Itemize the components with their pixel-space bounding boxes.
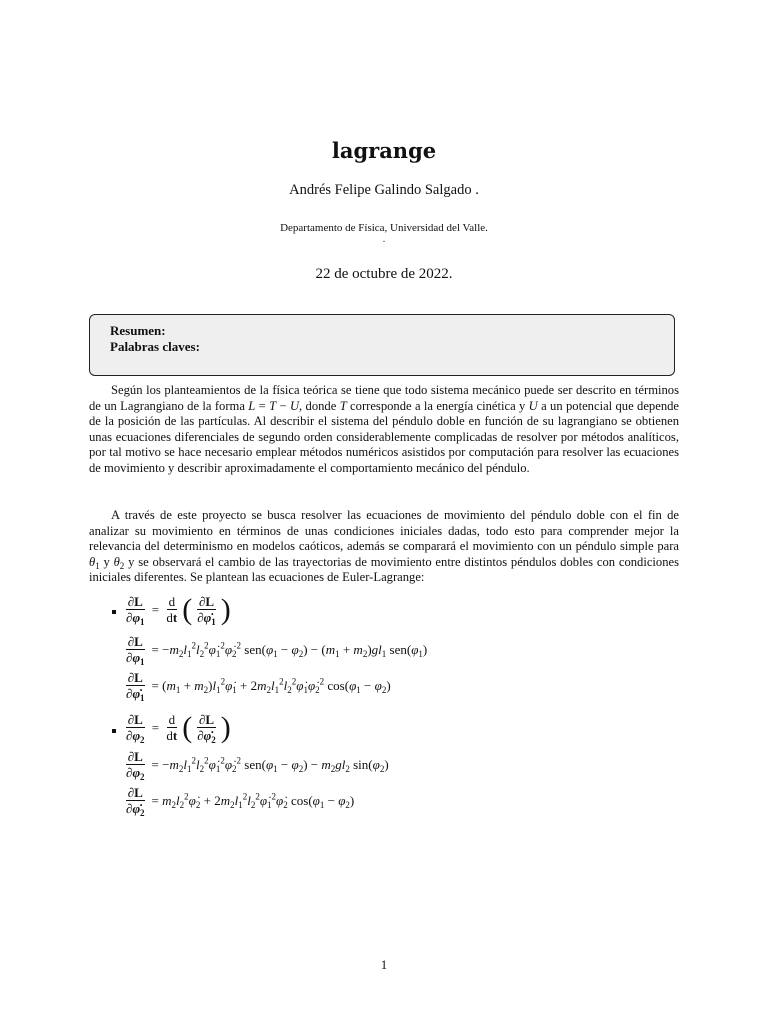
abstract-keywords-label: Palabras claves: [110,339,200,354]
author-line: Andrés Felipe Galindo Salgado . [289,182,479,198]
paragraph-intro [89,383,679,477]
equation-dL-dphidot2: $\frac{\partial L}{\partial\varphi̇_2}$ = $m_2l_2^2\varphi̇_2$ + $2m_2l_1^2l_2^2\varphi̇_1^2\varphi̇_2$ $\cos(\varphi_1 - \varphi_2)$ [126,785,355,818]
p1-text-3: corresponde a la energía cinética y [346,398,529,413]
p1-text-2: , donde [299,398,340,413]
equation-dL-dphidot1: $\frac{\partial L}{\partial\varphi̇_1}$ = ($m_1$ + $m_2)l_1^2\varphi̇_1$ + $2m_2l_1^2l_2^2\varphi̇_1\varphi̇_2^2$ $\cos(\varphi_1 - \varphi_2)$ [126,670,391,703]
p2-text-1: A través de este proyecto se busca resolver las ecuaciones de movimiento del péndulo doble con el fin de analizar su movimiento en términos de unas condiciones iniciales dadas, todo esto para comprender mejor la relevancia del determinismo en modelos caóticos, además se comparará el movimiento con un péndulo simple para [89,508,679,554]
p1-text-4: a un potencial que depende de la posición de las partículas. Al describir el sistema del péndulo doble en función de su lagrangiano se obtienen unas ecuaciones diferenciales de segundo orden considerablemente complicadas de resolver por métodos analíticos, por tal motivo se hace necesario emplear métodos numéricos asistidos por computación para resolver las ecuaciones de movimiento y describir aproximadamente el comportamiento mecánico del péndulo. [89,398,679,475]
inline-math-theta2: $\theta_2$ [113,554,125,571]
paragraph-project [89,508,679,586]
inline-math-theta1: $\theta_1$ [89,554,100,571]
p1-text-1: Según los planteamientos de la física teórica se tiene que todo sistema mecánico puede ser descrito en términos de un Lagrangiano de la forma [89,383,679,413]
affiliation-dot: . [382,234,386,245]
p2-text-3: y se observará el cambio de las trayectorias de movimiento entre distintos péndulos dobles con condiciones iniciales diferentes. Se plantean las ecuaciones de Euler-Lagrange: [89,554,680,585]
p2-text-2: y [99,554,114,569]
list-bullet-1 [112,610,116,614]
equation-dL-dphi1: $\frac{\partial L}{\partial\varphi_1}$ = $-m_2l_1^2l_2^2\varphi̇_1^2\varphi̇_2^2$ $sen(\varphi_1 - \varphi_2) - (m_1 + m_2)gl_1$ $sen(\varphi_1)$ [126,634,428,667]
inline-math-lagrangian: L = T − U [248,398,300,413]
inline-math-T: T [339,398,347,413]
equation-euler-lagrange-1: $\frac{\partial L}{\partial\varphi_1}$ = $\frac{d}{dt}$ ( $\frac{\partial L}{\partial\varphi̇_1}$ ) [126,592,231,627]
paper-title: lagrange [331,138,437,163]
abstract-box [89,314,675,376]
affiliation-line: Departamento de Física, Universidad del Valle. [280,222,488,234]
page-number: 1 [380,957,388,972]
abstract-resumen-label: Resumen: [110,323,166,338]
inline-math-U: U [528,398,538,413]
equation-euler-lagrange-2: $\frac{\partial L}{\partial\varphi_2}$ = $\frac{d}{dt}$ ( $\frac{\partial L}{\partial\varphi̇_2}$ ) [126,710,231,745]
date-line: 22 de octubre de 2022. [315,266,453,282]
list-bullet-2 [112,729,116,733]
equation-dL-dphi2: $\frac{\partial L}{\partial\varphi_2}$ = $-m_2l_1^2l_2^2\varphi̇_1^2\varphi̇_2^2$ $sen(\varphi_1 - \varphi_2) - m_2gl_2$ $\sin(\varphi_2)$ [126,749,389,782]
